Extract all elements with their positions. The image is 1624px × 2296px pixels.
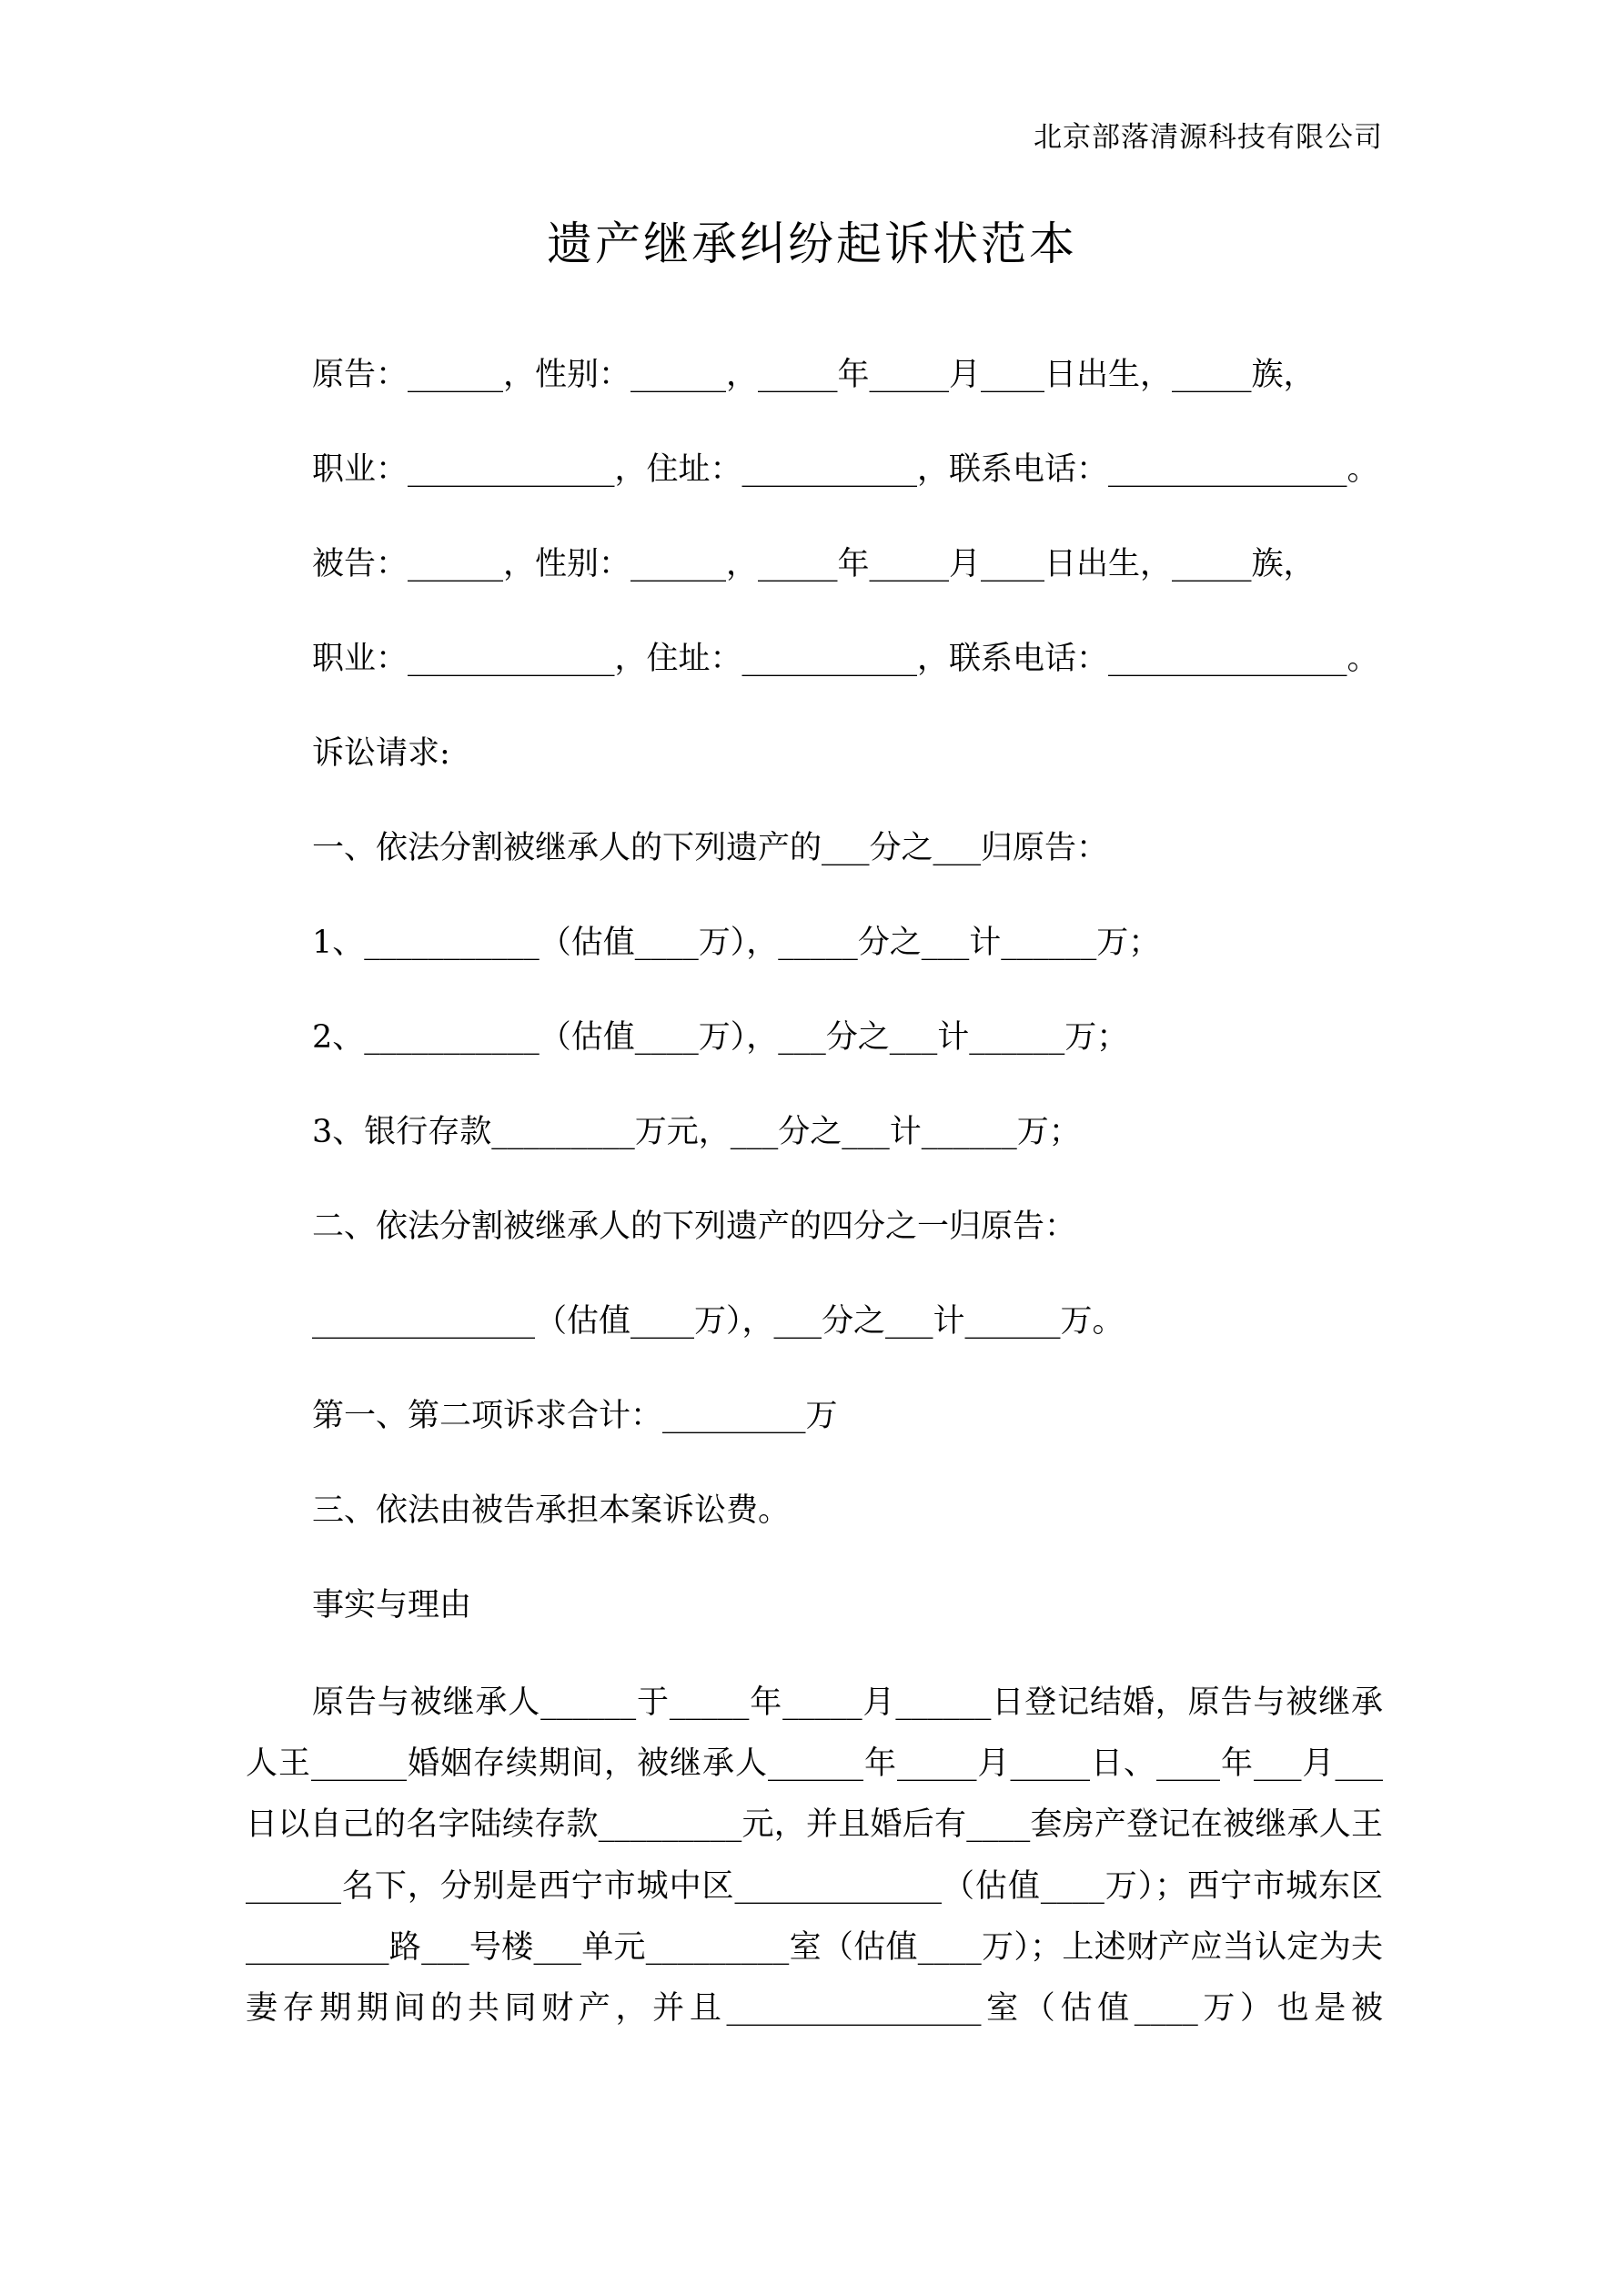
document-title: 遗产继承纠纷起诉状范本 <box>547 217 1077 270</box>
claim-3: 三、依法由被告承担本案诉讼费。 <box>312 1492 791 1529</box>
claim-1-item-2: 2、___________（估值____万），___分之___计______万； <box>312 1019 1129 1056</box>
claims-heading: 诉讼请求: <box>312 735 450 772</box>
claim-1: 一、依法分割被继承人的下列遗产的___分之___归原告： <box>312 830 1109 866</box>
claim-1-item-3: 3、银行存款_________万元，___分之___计______万； <box>312 1114 1081 1150</box>
facts-heading: 事实与理由 <box>312 1587 472 1623</box>
claim-1-item-1: 1、___________（估值____万），_____分之___计______万； <box>312 925 1161 961</box>
facts-paragraph: 原告与被继承人______于_____年_____月______日登记结婚，原告与被继承人王______婚姻存续期间，被继承人______年_____月_____日、____年___月___日以自己的名字陆续存款_________元，并且婚后有____套房产登记在被继承人王______名下，分别是西宁市城中区_____________（估值____万）；西宁市城东区_________路___号楼___单元_________室（估值____万）；上述财产应当认定为夫妻存期期间的共同财产，并且________________室（估值____万）也是被 <box>246 1684 1383 2028</box>
claim-2: 二、依法分割被继承人的下列遗产的四分之一归原告： <box>312 1209 1077 1245</box>
plaintiff-line-1: 原告：______，性别：______，_____年_____月____日出生，_____族， <box>312 357 1316 393</box>
claims-total: 第一、第二项诉求合计：_________万 <box>312 1398 838 1434</box>
claim-2-item: ______________（估值____万），___分之___计______万。 <box>312 1303 1125 1340</box>
defendant-line-1: 被告：______，性别：______，_____年_____月____日出生，_____族， <box>312 546 1316 582</box>
plaintiff-line-2: 职业：_____________，住址：___________，联系电话：_______________。 <box>312 451 1379 488</box>
company-name: 北京部落清源科技有限公司 <box>1034 121 1383 154</box>
defendant-line-2: 职业：_____________，住址：___________，联系电话：_______________。 <box>312 641 1379 677</box>
